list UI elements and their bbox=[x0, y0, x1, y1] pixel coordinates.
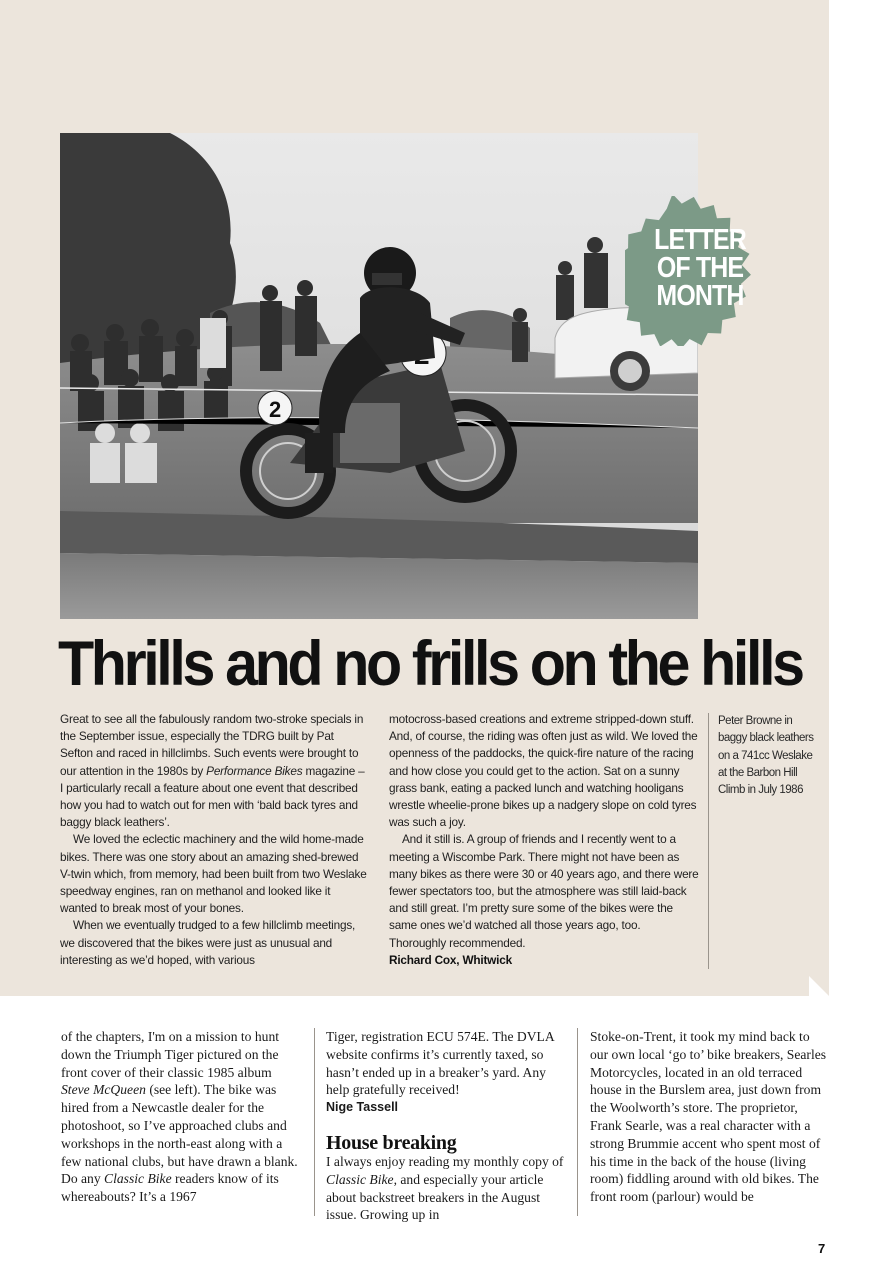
bottom-column-1 bbox=[61, 1028, 301, 1206]
bottom-column-3 bbox=[590, 1028, 830, 1206]
bottom-text: (see left). The bike was hired from a Newcastle dealer for the photoshoot, so I’ve approached clubs and workshops in the north-east along with a few national clubs, but have drawn a blank. Do any bbox=[61, 1082, 298, 1187]
badge-label bbox=[636, 226, 765, 310]
badge-line-1: LETTER bbox=[654, 224, 746, 256]
letter-signature: Nige Tassell bbox=[326, 1100, 399, 1115]
magazine-title: Classic Bike bbox=[104, 1171, 172, 1187]
bottom-paragraph-1 bbox=[61, 1028, 301, 1206]
magazine-title: Performance Bikes bbox=[206, 763, 303, 778]
bottom-paragraph-2: Tiger, registration ECU 574E. The DVLA website confirms it’s currently taxed, so hasn’t ended up in a breaker’s yard. Any help gratefully received! bbox=[326, 1029, 554, 1098]
column-divider bbox=[577, 1028, 578, 1216]
bottom-paragraph-4: Stoke-on-Trent, it took my mind back to our own local ‘go to’ bike breakers, Searles Motorcycles, located in an old terraced house in the Burslem area, just down from the Woolworth’s store. The proprietor, Frank Searle, was a real character with a strong Brummie accent who spent most of his time in the back of the house (living room) fiddling around with old bikes. The front room (parlour) would be bbox=[590, 1029, 827, 1205]
bottom-text: readers know of its whereabouts? It’s a 1967 bbox=[61, 1171, 279, 1205]
hillclimb-photo bbox=[60, 133, 698, 619]
letter-of-the-month-badge bbox=[625, 196, 775, 346]
svg-text:2: 2 bbox=[269, 397, 282, 422]
letter-signature: Richard Cox, Whitwick bbox=[389, 952, 512, 967]
letter-text: Great to see all the fabulously random two-stroke specials in the September issue, especially the TDRG built by Pat Sefton and raced in hillclimbs. Such events were brought to our attention in the 1980s by bbox=[60, 712, 364, 778]
panel-corner-cut bbox=[809, 976, 829, 996]
letter-paragraph-2: We loved the eclectic machinery and the wild home-made bikes. There was one story about an amazing shed-brewed V-twin which, from memory, had been built from two Weslake speedway engines, ran on methanol and looked like it wanted to break most of your bones. bbox=[60, 832, 367, 916]
section-subhead: House breaking bbox=[326, 1131, 457, 1154]
column-divider bbox=[314, 1028, 315, 1216]
letter-paragraph-5: And it still is. A group of friends and I recently went to a meeting a Wiscombe Park. There might not have been as many bikes as there were 30 or 40 years ago, and there were fewer spectators too, but the atmosphere was still laid-back and still great. I’m pretty sure some of the bikes were the same ones we’d watched all those years ago, too. Thoroughly recommended. bbox=[389, 832, 699, 950]
bottom-text: of the chapters, I'm on a mission to hunt down the Triumph Tiger pictured on the front cover of their classic 1985 album bbox=[61, 1029, 280, 1080]
bottom-paragraph-3 bbox=[326, 1153, 568, 1224]
letter-text: magazine – I particularly recall a feature about one event that described how you had to watch out for men with ‘bald back tyres and baggy black leathers’. bbox=[60, 763, 365, 830]
badge-line-2: OF THE bbox=[656, 252, 744, 284]
letter-paragraph-4: motocross-based creations and extreme stripped-down stuff. And, of course, the riding was often just as wild. We loved the openness of the paddocks, the quick-fire nature of the racing and how close you could get to the action. Sat on a sunny grass bank, eating a packed lunch and watching hooligans wrestle wheelie-prone bikes up a nadgery slope on cold tyres was such a joy. bbox=[389, 712, 698, 830]
letter-paragraph-3: When we eventually trudged to a few hillclimb meetings, we discovered that the bikes were just as unusual and interesting as we’d hoped, with various bbox=[60, 918, 356, 967]
letter-column-1 bbox=[60, 711, 368, 969]
caption-divider bbox=[708, 713, 709, 969]
bottom-column-2 bbox=[326, 1028, 568, 1224]
letter-column-2 bbox=[389, 711, 699, 969]
page-number: 7 bbox=[818, 1241, 826, 1256]
bottom-text: , and especially your article about backstreet breakers in the August issue. Growing up in bbox=[326, 1171, 544, 1223]
motorcycle-hillclimb-photo-icon bbox=[60, 133, 698, 619]
photo-caption: Peter Browne in baggy black leathers on a 741cc Weslake at the Barbon Hill Climb in July 1986 bbox=[718, 715, 814, 797]
badge-line-3: MONTH bbox=[656, 280, 744, 312]
bottom-text: I always enjoy reading my monthly copy of bbox=[326, 1153, 564, 1169]
page-title: Thrills and no frills on the hills bbox=[58, 629, 802, 699]
letter-paragraph-1 bbox=[60, 711, 368, 831]
album-title: Steve McQueen bbox=[61, 1082, 146, 1098]
magazine-title: Classic Bike bbox=[326, 1171, 394, 1187]
